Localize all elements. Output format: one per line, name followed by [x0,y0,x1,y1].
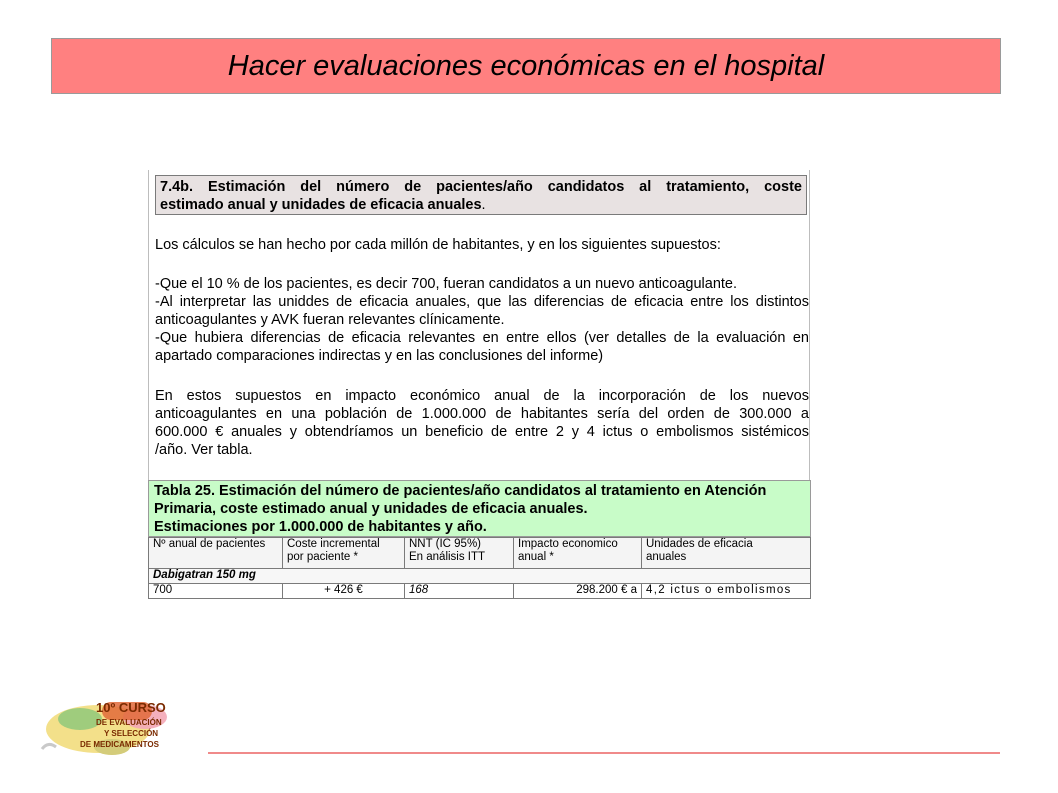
assumption-3-line1: -Que hubiera diferencias de eficacia relevantes en entre ellos (ver detalles de la evaluación en [155,330,809,346]
cell-efficacy: 4,2 ictus o embolismos [642,584,811,599]
table-caption [148,480,811,537]
cell-impact: 298.200 € a [514,584,642,599]
table-caption-line2: Primaria, coste estimado anual y unidades de eficacia anuales. [154,501,588,517]
cell-patients: 700 [149,584,283,599]
assumption-2-line2: anticoagulantes y AVK fueran relevantes clínicamente. [155,312,505,328]
slide-title-bar [51,38,1001,94]
assumption-2-line1: -Al interpretar las uniddes de eficacia anuales, que las diferencias de eficacia entre los distintos [155,294,809,310]
summary-line1: En estos supuestos en impacto económico anual de la incorporación de los nuevos [155,388,809,404]
document-excerpt [148,170,811,606]
estimation-table [148,537,811,599]
table-row [149,584,811,599]
group-label: Dabigatran 150 mg [149,569,811,584]
header-cell-patients: Nº anual de pacientes [149,538,283,569]
assumption-3-line2: apartado comparaciones indirectas y en las conclusiones del informe) [155,348,604,364]
logo-line2: DE EVALUACIÓN [96,718,162,727]
assumption-2 [155,293,809,329]
header-cell-cost: Coste incremental por paciente * [283,538,405,569]
slide-title: Hacer evaluaciones económicas en el hospital [227,49,825,82]
table-header-row [149,538,811,569]
logo-line4: DE MEDICAMENTOS [80,740,159,749]
header-cell-efficacy: Unidades de eficacia anuales [642,538,811,569]
assumptions-list [155,275,809,365]
section-heading-period: . [481,197,486,213]
table-group-row [149,569,811,584]
cell-nnt: 168 [405,584,514,599]
section-heading-line2: estimado anual y unidades de eficacia anuales [160,197,482,213]
assumption-3 [155,329,809,365]
header-cell-impact: Impacto economico anual * [514,538,642,569]
course-logo [40,697,185,757]
footer-divider [208,752,1000,754]
table-caption-line1: Tabla 25. Estimación del número de pacientes/año candidatos al tratamiento en Atención [154,483,767,499]
section-heading [155,175,807,215]
summary-line3: 600.000 € anuales y obtendríamos un beneficio de entre 2 y 4 ictus o embolismos sistémicos [155,424,809,440]
intro-paragraph: Los cálculos se han hecho por cada millón de habitantes, y en los siguientes supuestos: [155,237,721,253]
cell-cost: + 426 € [283,584,405,599]
summary-line4: /año. Ver tabla. [155,442,253,458]
section-heading-line1: 7.4b. Estimación del número de pacientes/año candidatos al tratamiento, coste [160,179,802,195]
course-logo-graphic [40,697,185,757]
logo-line1: 10º CURSO [96,700,166,715]
table-caption-line3: Estimaciones por 1.000.000 de habitantes y año. [154,519,487,535]
header-cell-nnt: NNT (IC 95%) En análisis ITT [405,538,514,569]
assumption-1: -Que el 10 % de los pacientes, es decir 700, fueran candidatos a un nuevo anticoagulante. [155,276,738,292]
summary-line2: anticoagulantes en una población de 1.000.000 de habitantes sería del orden de 300.000 a [155,406,809,422]
logo-line3: Y SELECCIÓN [104,729,159,738]
summary-paragraph [155,387,809,459]
